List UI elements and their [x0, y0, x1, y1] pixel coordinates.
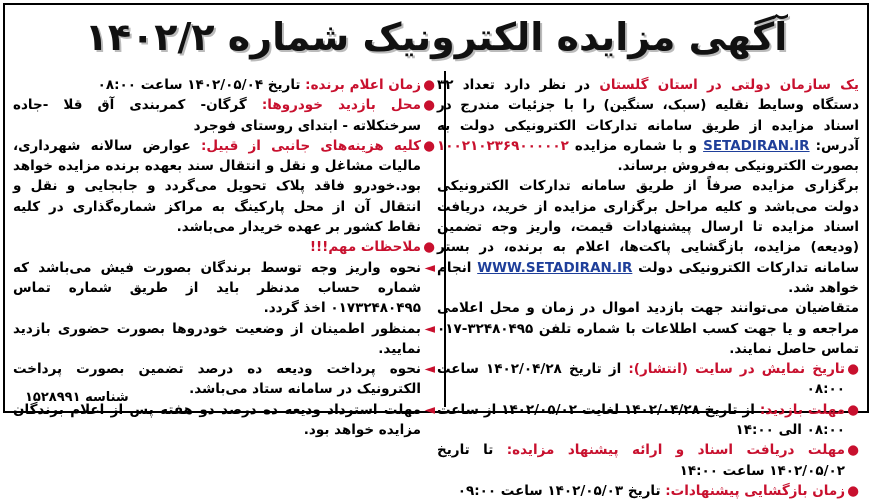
bullet-icon: ●	[423, 77, 435, 93]
date-item: ● زمان بازگشایی پیشنهادات: تاریخ ۱۴۰۲/۰۵/۰۳ ساعت ۰۹:۰۰	[437, 481, 859, 501]
side-costs: ● کلیه هزینه‌های جانبی از قبیل: عوارض سالانه شهرداری، مالیات مشاغل و نقل و انتقال سند بعهده برنده مزایده خواهد بود.خودرو فاقد پلاک تحویل می‌گردد و جابجایی و نقل و انتقال آن از محل پارکینگ به مراکز شماره‌گذاری در کلیه نقاط کشور بر عهده خریدار می‌باشد.	[13, 137, 435, 236]
site-link[interactable]: SETADIRAN.IR	[703, 137, 810, 154]
notes-heading: ● ملاحظات مهم!!!	[13, 237, 435, 257]
date-item: ● مهلت بازدید: از تاریخ ۱۴۰۲/۰۴/۲۸ لغایت ۱۴۰۲/۰۵/۰۲ از ساعت ۰۸:۰۰ الی ۱۴:۰۰	[437, 401, 859, 439]
arrow-icon: ◄	[424, 259, 435, 276]
notice-title: آگهی مزایده الکترونیک شماره ۱۴۰۲/۲	[84, 15, 788, 59]
visit-location: ● محل بازدید خودروها: گرگان- کمربندی آق قلا -جاده سرخنکلاته - ابتدای روستای فوجرد	[13, 97, 435, 134]
process-paragraph: برگزاری مزایده صرفاً از طریق سامانه تدارکات الکترونیکی دولت می‌باشد و کلیه مراحل برگزاری مزایده از خرید، دریافت اسناد مزایده تا ارسال پیشنهادات قیمت، واریز وجه تضمین (ودیعه) مزایده، بازگشایی پاکت‌ها، اعلام به برنده، در بستر سامانه تدارکات الکترونیکی دولت WWW.SETADIRAN.IR انجام خواهد شد.	[437, 178, 859, 296]
bullet-icon: ●	[847, 442, 859, 459]
arrow-icon: ◄	[424, 320, 435, 337]
organization-name: یک سازمان دولتی در استان گلستان	[599, 77, 859, 93]
date-item: ● تاریخ نمایش در سایت (انتشار): از تاریخ ۱۴۰۲/۰۴/۲۸ ساعت ۰۸:۰۰	[437, 361, 859, 398]
notice-id: شناسه ۱۵۲۸۹۹۱	[25, 390, 129, 405]
site-link-full[interactable]: WWW.SETADIRAN.IR	[477, 259, 633, 276]
note-item: ◄ بمنظور اطمینان از وضعیت خودروها بصورت حضوری بازدید نمایید.	[13, 320, 435, 357]
right-column	[437, 75, 859, 501]
bullet-icon: ●	[847, 361, 859, 378]
contact-paragraph: متقاضیان می‌توانند جهت بازدید اموال در زمان و محل اعلامی مراجعه و یا جهت کسب اطلاعات با شماره تلفن ۳۲۴۸۰۴۹۵-۰۱۷ تماس حاصل نمایند.	[437, 300, 859, 357]
bullet-icon: ●	[847, 401, 859, 418]
bullet-icon: ●	[423, 97, 435, 114]
auction-notice	[3, 3, 869, 499]
note-item: ◄ مهلت استرداد ودیعه ده درصد دو هفته پس از اعلام برندگان مزایده خواهد بود.	[13, 401, 435, 439]
bullet-icon: ●	[423, 239, 435, 256]
date-item: ● مهلت دریافت اسناد و ارائه پیشنهاد مزایده: تا تاریخ ۱۴۰۲/۰۵/۰۲ ساعت ۱۴:۰۰	[437, 442, 859, 479]
bullet-icon: ●	[423, 137, 435, 154]
left-column	[13, 75, 435, 440]
intro-paragraph: یک سازمان دولتی در استان گلستان در نظر دارد تعداد ۳۲ دستگاه وسایط نقلیه (سبک، سنگین) را با جزئیات مندرج در اسناد مزایده از طریق سامانه تدارکات الکترونیکی دولت به آدرس: SETADIRAN.IR و با شماره مزایده ۱۰۰۲۱۰۲۳۶۹۰۰۰۰۰۲ بصورت الکترونیکی به‌فروش برساند.	[437, 77, 860, 175]
arrow-icon: ◄	[424, 361, 435, 378]
auction-number: ۱۰۰۲۱۰۲۳۶۹۰۰۰۰۰۲	[437, 137, 569, 154]
bullet-icon: ●	[847, 482, 859, 499]
arrow-icon: ◄	[424, 401, 435, 418]
note-item: ◄ نحوه واریز وجه توسط برندگان بصورت فیش می‌باشد که شماره حساب مدنظر باید از طریق شماره تماس ۰۱۷۳۲۴۸۰۴۹۵ اخذ گردد.	[13, 259, 435, 317]
winner-announcement: ● زمان اعلام برنده: تاریخ ۱۴۰۲/۰۵/۰۴ ساعت ۰۸:۰۰	[13, 75, 435, 95]
note-item: ◄ نحوه پرداخت ودیعه ده درصد تضمین بصورت پرداخت الکترونیک در سامانه ستاد می‌باشد.	[13, 361, 435, 398]
